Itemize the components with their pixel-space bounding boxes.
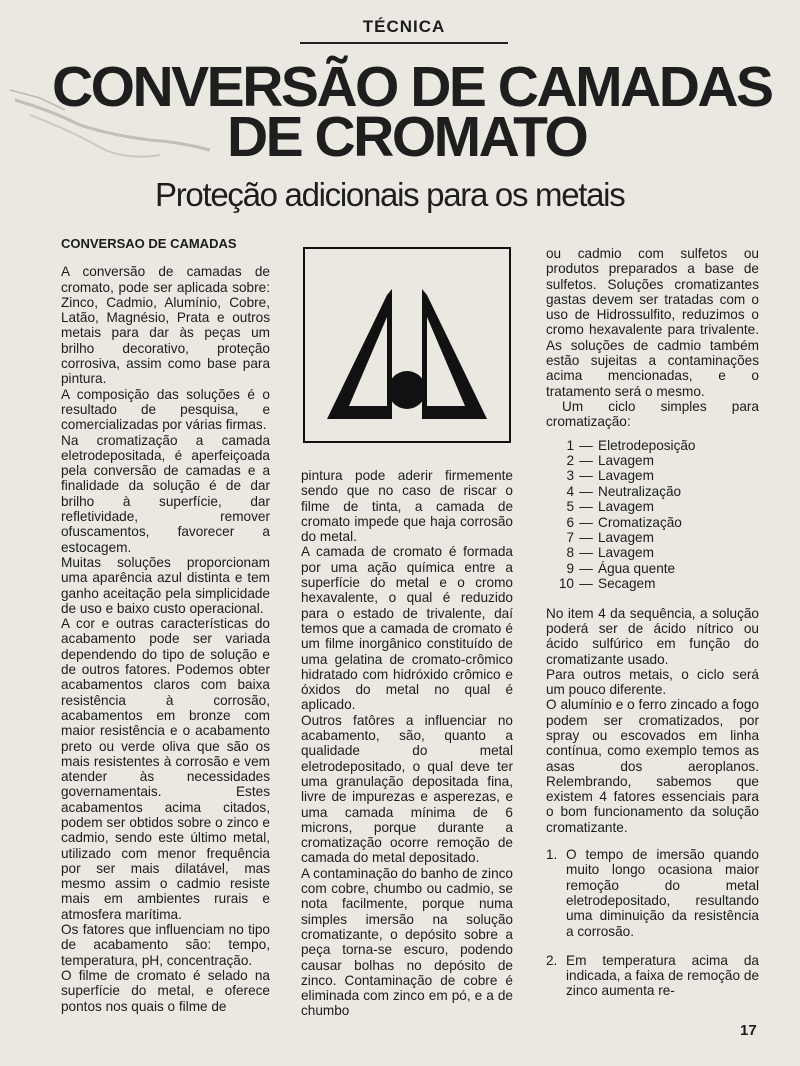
paragraph: O filme de cromato é selado na superfície do metal, e oferece pontos nos quais o filme de [61, 967, 270, 1014]
column-1 [61, 236, 270, 1014]
list-item: 2. Em temperatura acima da indicada, a faixa de remoção de zinco aumenta re- [546, 952, 759, 999]
column-heading: CONVERSAO DE CAMADAS [61, 236, 237, 251]
paragraph: pintura pode aderir firmemente sendo que no caso de riscar o filme de tinta, a camada de cromato impede que haja corrosão do metal. [301, 468, 513, 545]
page-number: 17 [740, 1022, 757, 1039]
paragraph: A camada de cromato é formada por uma ação química entre a superfície do metal e o cromo hexavalente, o qual é reduzido para o estado de trivalente, daí temos que a camada de cromato é um filme inorgânico constituído de uma gelatina de cromato-crômico hidratado com hidróxido crômico e óxidos do metal no qual é aplicado. [301, 544, 513, 713]
section-rule [300, 42, 508, 44]
factors-list [546, 847, 759, 999]
column-2 [301, 468, 513, 1019]
paragraph: A conversão de camadas de cromato, pode ser aplicada sobre: Zinco, Cadmio, Alumínio, Cobre, Latão, Magnésio, Prata e outros metais para dar às peças um brilho decorativo, proteção corrosiva, assim como base para pintura. [61, 264, 270, 387]
list-item: 6 — Cromatização [566, 514, 682, 530]
list-item: 3 — Lavagem [566, 468, 654, 484]
section-label: TÉCNICA [362, 17, 446, 36]
list-item: 4 — Neutralização [566, 483, 682, 499]
column-3 [546, 246, 759, 1013]
paragraph: A composição das soluções é o resultado de pesquisa, e comercializadas por várias firmas. [61, 386, 270, 433]
paragraph: Outros fatôres a influenciar no acabamento, são, quanto a qualidade do metal eletrodepositado, o qual deve ter uma granulação depositada fina, livre de impurezas e asperezas, e uma camada mínima de 6 microns, porque durante a cromatização ocorre remoção de camada do metal depositado. [301, 712, 513, 866]
title-line-1: CONVERSÃO DE CAMADAS [52, 55, 772, 119]
list-item: 1. O tempo de imersão quando muito longo ocasiona maior remoção do metal eletrodepositado, resultando uma diminuição da resistência a corrosão. [546, 847, 759, 939]
paragraph: A cor e outras características do acabamento pode ser variada dependendo do tipo de solução e de outros fatores. Podemos obter acabamentos claros com baixa resistência à corrosão, acabamentos em bronze com maior resistência e o acabamento preto ou verde oliva que são os mais resistentes à corrosão e vem atender às necessidades governamentais. Estes acabamentos acima citados, podem ser obtidos sobre o zinco e cadmio, sendo este último metal, utilizado com menor frequência por ser mais dilatável, mas mesmo assim o cadmio resiste mais em ambientes rurais e atmosfera marítima. [61, 616, 270, 922]
list-item: 5 — Lavagem [566, 499, 654, 515]
paragraph: O alumínio e o ferro zincado a fogo podem ser cromatizados, por spray ou escovados em linha contínua, como exemplo temos as asas dos aeroplanos. Relembrando, sabemos que existem 4 fatores essenciais para o bom funcionamento da solução cromatizante. [546, 697, 759, 835]
paragraph: ou cadmio com sulfetos ou produtos preparados a base de sulfetos. Soluções cromatizantes gastas devem ser tratadas com o uso de Hidrossulfito, reduzimos o cromo hexavalente para trivalente. As soluções de cadmio também estão sujeitas a contaminações acima mencionadas, e o tratamento será o mesmo. [546, 246, 759, 399]
list-item: 7 — Lavagem [566, 530, 654, 545]
paragraph: Na cromatização a camada eletrodepositada, é aperfeiçoada pela conversão de camadas e a finalidade da solução é de dar brilho à superfície, dar refletividade, remover ofuscamentos, favorecer a estocagem. [61, 432, 270, 555]
title-line-2: DE CROMATO [227, 105, 587, 169]
logo-illustration [303, 247, 511, 443]
article-title [52, 55, 772, 169]
paragraph: Para outros metais, o ciclo será um pouco diferente. [546, 666, 759, 698]
list-item: 2 — Lavagem [566, 452, 654, 468]
paragraph: Muitas soluções proporcionam uma aparência azul distinta e tem ganho aceitação pela simplicidade de uso e baixo custo operacional. [61, 554, 270, 616]
list-item: 8 — Lavagem [566, 545, 654, 561]
list-item: 1 — Eletrodeposição [566, 437, 696, 453]
chromate-logo [305, 249, 509, 441]
paragraph: No item 4 da sequência, a solução poderá ser de ácido nítrico ou ácido sulfúrico em função do cromatizante usado. [546, 605, 759, 667]
paragraph: A contaminação do banho de zinco com cobre, chumbo ou cadmio, se nota facilmente, porque numa simples imersão na solução cromatizante, o depósito sobre a peça torna-se escuro, podendo causar bolhas no depósito de zinco. Contaminação de cobre é eliminada com zinco em pó, e a de chumbo [301, 865, 513, 1019]
list-item: 10 — Secagem [558, 576, 656, 592]
article-subtitle: Proteção adicionais para os metais [155, 176, 625, 213]
cycle-steps-list [556, 438, 759, 592]
list-item: 9 — Água quente [566, 560, 676, 576]
paragraph: Um ciclo simples para cromatização: [546, 398, 759, 430]
paragraph: Os fatores que influenciam no tipo de acabamento são: tempo, temperatura, pH, concentração. [61, 922, 270, 968]
